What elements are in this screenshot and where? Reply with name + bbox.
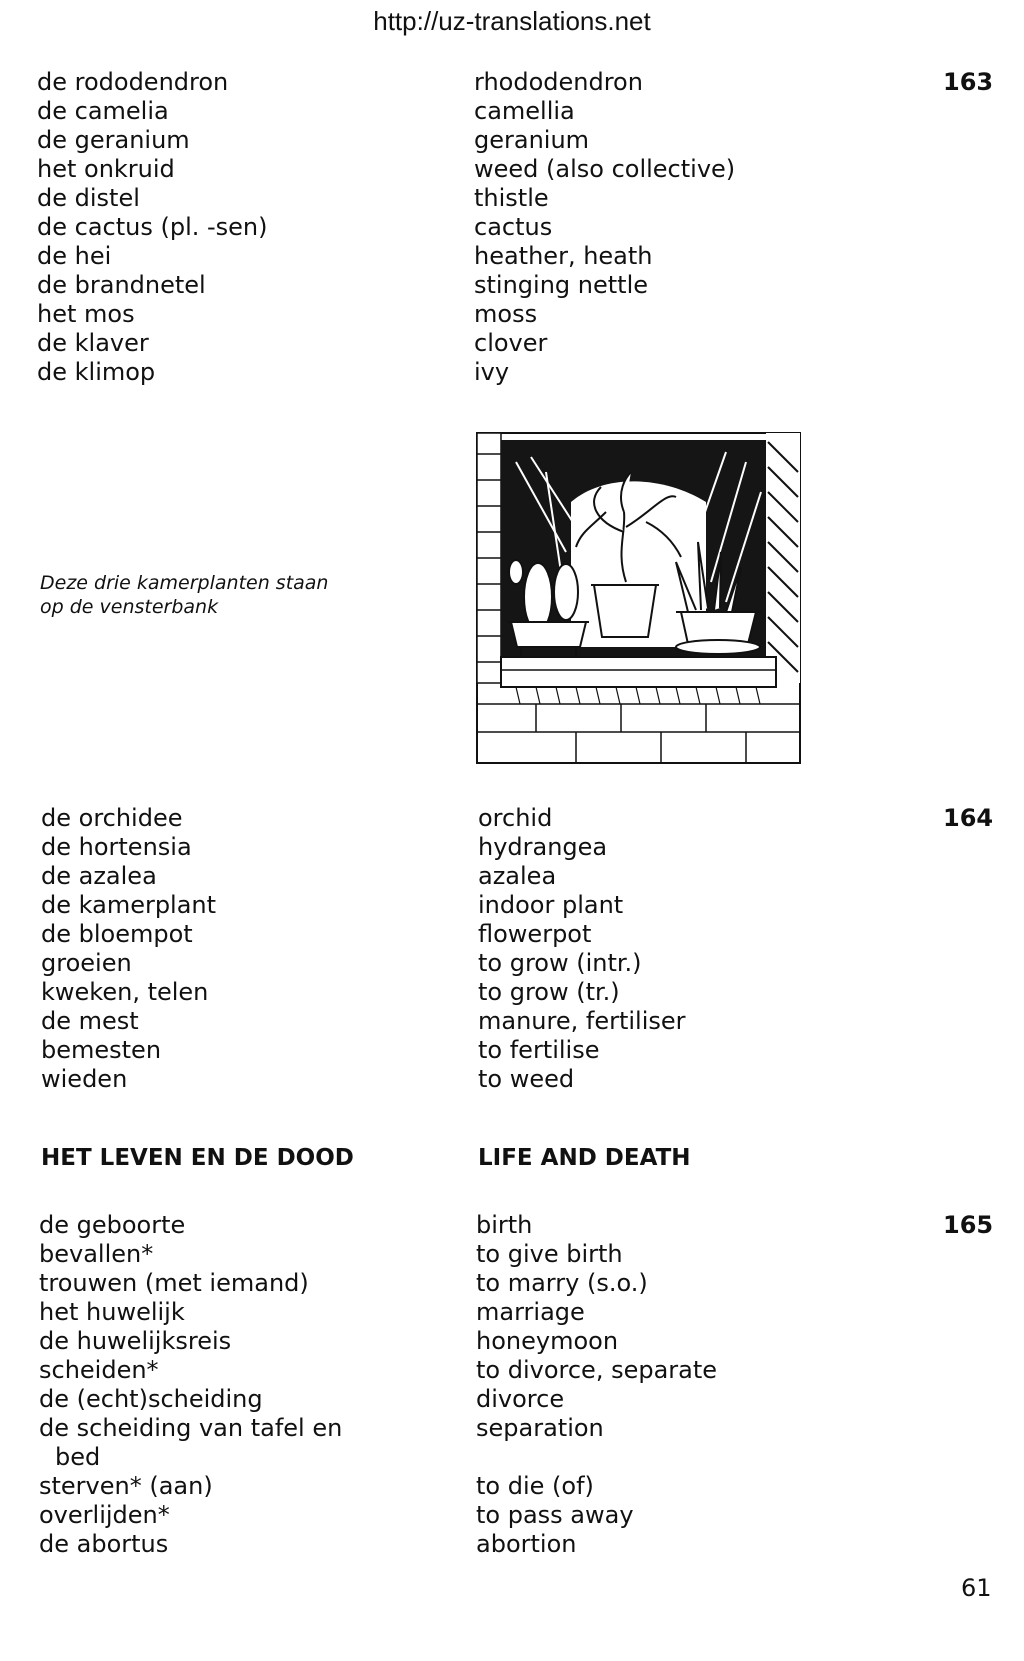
dutch-term: de rododendron bbox=[37, 68, 229, 96]
dutch-term: het onkruid bbox=[37, 155, 175, 183]
dutch-term: de klaver bbox=[37, 329, 149, 357]
english-term: to fertilise bbox=[478, 1036, 600, 1064]
dutch-term: de cactus (pl. -sen) bbox=[37, 213, 268, 241]
windowsill-plants-illustration bbox=[476, 432, 801, 764]
dutch-term: het mos bbox=[37, 300, 135, 328]
source-url: http://uz-translations.net bbox=[373, 6, 651, 36]
vocab-row bbox=[39, 1530, 999, 1559]
vocab-section-165 bbox=[39, 1211, 999, 1559]
english-term: birth bbox=[476, 1211, 533, 1239]
vocab-row bbox=[37, 329, 997, 358]
vocab-row bbox=[41, 920, 1001, 949]
dutch-term: de klimop bbox=[37, 358, 156, 386]
vocab-row bbox=[37, 68, 997, 97]
vocab-section-164 bbox=[41, 804, 1001, 1094]
vocab-row bbox=[41, 949, 1001, 978]
english-term: azalea bbox=[478, 862, 557, 890]
english-term: abortion bbox=[476, 1530, 577, 1558]
vocab-row bbox=[41, 891, 1001, 920]
vocab-row bbox=[37, 126, 997, 155]
section-heading-english: LIFE AND DEATH bbox=[478, 1145, 691, 1171]
vocab-row bbox=[37, 97, 997, 126]
english-term: weed (also collective) bbox=[474, 155, 736, 183]
english-term: moss bbox=[474, 300, 538, 328]
vocab-row bbox=[39, 1327, 999, 1356]
page-number: 61 bbox=[961, 1574, 992, 1602]
vocab-row bbox=[41, 978, 1001, 1007]
english-term: cactus bbox=[474, 213, 553, 241]
vocab-row bbox=[39, 1356, 999, 1385]
vocab-row bbox=[41, 1036, 1001, 1065]
dutch-term: de geranium bbox=[37, 126, 190, 154]
dutch-term: de hortensia bbox=[41, 833, 192, 861]
dutch-term: de distel bbox=[37, 184, 140, 212]
section-number: 165 bbox=[943, 1211, 994, 1239]
english-term: ivy bbox=[474, 358, 510, 386]
vocab-row bbox=[39, 1269, 999, 1298]
vocab-row bbox=[41, 833, 1001, 862]
vocab-row bbox=[39, 1501, 999, 1530]
vocab-row bbox=[39, 1240, 999, 1269]
vocab-row bbox=[41, 862, 1001, 891]
english-term: to pass away bbox=[476, 1501, 634, 1529]
english-term: thistle bbox=[474, 184, 549, 212]
dutch-term: de huwelijksreis bbox=[39, 1327, 232, 1355]
dutch-term: de kamerplant bbox=[41, 891, 217, 919]
english-term: separation bbox=[476, 1414, 604, 1442]
dutch-term: bevallen* bbox=[39, 1240, 154, 1268]
dutch-term: de azalea bbox=[41, 862, 157, 890]
dutch-term: scheiden* bbox=[39, 1356, 159, 1384]
vocab-row bbox=[37, 184, 997, 213]
english-term: to grow (tr.) bbox=[478, 978, 620, 1006]
english-term: rhododendron bbox=[474, 68, 643, 96]
english-term: geranium bbox=[474, 126, 590, 154]
vocab-row bbox=[37, 358, 997, 387]
english-term: hydrangea bbox=[478, 833, 608, 861]
english-term: camellia bbox=[474, 97, 575, 125]
dutch-term: de abortus bbox=[39, 1530, 169, 1558]
vocab-row bbox=[37, 300, 997, 329]
dutch-term: de scheiding van tafel en bbox=[39, 1414, 343, 1442]
dutch-term: het huwelijk bbox=[39, 1298, 185, 1326]
vocab-row bbox=[39, 1472, 999, 1501]
dutch-term: kweken, telen bbox=[41, 978, 209, 1006]
vocab-section-163 bbox=[37, 68, 997, 387]
vocab-row bbox=[37, 213, 997, 242]
english-term: honeymoon bbox=[476, 1327, 619, 1355]
english-term: to give birth bbox=[476, 1240, 623, 1268]
english-term: divorce bbox=[476, 1385, 565, 1413]
english-term: indoor plant bbox=[478, 891, 624, 919]
caption-line: op de vensterbank bbox=[40, 596, 219, 618]
dutch-term: groeien bbox=[41, 949, 132, 977]
english-term: clover bbox=[474, 329, 548, 357]
english-term: manure, fertiliser bbox=[478, 1007, 686, 1035]
english-term: heather, heath bbox=[474, 242, 653, 270]
english-term: to grow (intr.) bbox=[478, 949, 642, 977]
dutch-term: de (echt)scheiding bbox=[39, 1385, 263, 1413]
english-term: stinging nettle bbox=[474, 271, 648, 299]
dutch-term: de hei bbox=[37, 242, 112, 270]
vocab-row-continuation bbox=[39, 1443, 999, 1472]
dutch-term: de brandnetel bbox=[37, 271, 206, 299]
dutch-term: de bloempot bbox=[41, 920, 193, 948]
dutch-term: de mest bbox=[41, 1007, 139, 1035]
vocab-row bbox=[39, 1211, 999, 1240]
illustration-caption bbox=[40, 571, 328, 619]
english-term: to weed bbox=[478, 1065, 575, 1093]
vocab-row bbox=[39, 1298, 999, 1327]
english-term: to die (of) bbox=[476, 1472, 594, 1500]
dutch-term: de orchidee bbox=[41, 804, 183, 832]
vocab-row bbox=[37, 242, 997, 271]
vocab-row bbox=[37, 271, 997, 300]
english-term: flowerpot bbox=[478, 920, 592, 948]
vocab-row bbox=[41, 1007, 1001, 1036]
vocab-row bbox=[41, 804, 1001, 833]
dutch-term: bemesten bbox=[41, 1036, 162, 1064]
dutch-term: de geboorte bbox=[39, 1211, 186, 1239]
dutch-term: sterven* (aan) bbox=[39, 1472, 213, 1500]
section-number: 163 bbox=[943, 68, 994, 96]
english-term: marriage bbox=[476, 1298, 585, 1326]
vocab-row bbox=[37, 155, 997, 184]
dutch-term: overlijden* bbox=[39, 1501, 170, 1529]
vocab-row bbox=[39, 1385, 999, 1414]
vocab-row bbox=[41, 1065, 1001, 1094]
dutch-term: wieden bbox=[41, 1065, 128, 1093]
english-term: to marry (s.o.) bbox=[476, 1269, 648, 1297]
section-number: 164 bbox=[943, 804, 994, 832]
vocab-row bbox=[39, 1414, 999, 1443]
dutch-term: de camelia bbox=[37, 97, 169, 125]
english-term: orchid bbox=[478, 804, 553, 832]
section-heading-dutch: HET LEVEN EN DE DOOD bbox=[41, 1145, 354, 1171]
english-term: to divorce, separate bbox=[476, 1356, 718, 1384]
dutch-term: bed bbox=[55, 1443, 101, 1471]
dutch-term: trouwen (met iemand) bbox=[39, 1269, 309, 1297]
caption-line: Deze drie kamerplanten staan bbox=[40, 572, 329, 594]
